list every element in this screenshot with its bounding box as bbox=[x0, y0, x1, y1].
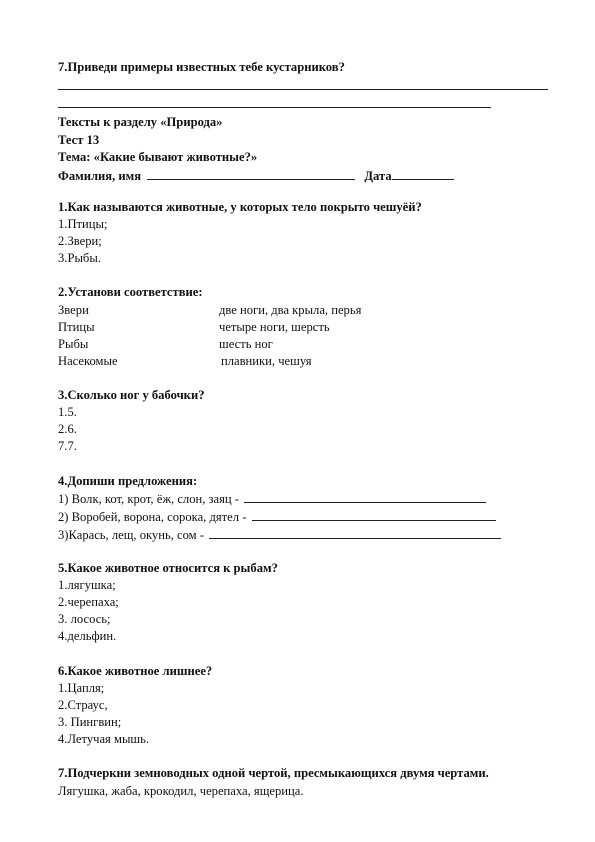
q2-title: 2.Установи соответствие: bbox=[58, 285, 203, 299]
q4-sentence bbox=[58, 527, 501, 542]
q4-answer-field[interactable] bbox=[252, 509, 496, 521]
q6-option: 3. Пингвин; bbox=[58, 715, 122, 729]
q5-option: 3. лосось; bbox=[58, 612, 111, 626]
name-field[interactable] bbox=[147, 168, 355, 180]
q7-bottom-title: 7.Подчеркни земноводных одной чертой, пресмыкающихся двумя чертами. bbox=[58, 766, 489, 780]
q6-option: 1.Цапля; bbox=[58, 681, 105, 695]
q6-option: 4.Летучая мышь. bbox=[58, 732, 150, 746]
q4-title: 4.Допиши предложения: bbox=[58, 474, 198, 488]
q1-title: 1.Как называются животные, у которых тело покрыто чешуёй? bbox=[58, 200, 422, 214]
q5-option: 2.черепаха; bbox=[58, 595, 119, 609]
q4-sentence-text: 1) Волк, кот, крот, ёж, слон, заяц - bbox=[58, 492, 239, 506]
section-title: Тексты к разделу «Природа» bbox=[58, 115, 223, 129]
q3-title: 3.Сколько ног у бабочки? bbox=[58, 388, 205, 402]
q1-option: 1.Птицы; bbox=[58, 217, 108, 231]
q2-right-item: четыре ноги, шерсть bbox=[219, 320, 330, 334]
q4-answer-field[interactable] bbox=[244, 491, 486, 503]
q5-title: 5.Какое животное относится к рыбам? bbox=[58, 561, 278, 575]
q6-title: 6.Какое животное лишнее? bbox=[58, 664, 213, 678]
q3-option: 1.5. bbox=[58, 405, 77, 419]
q4-sentence-text: 2) Воробей, ворона, сорока, дятел - bbox=[58, 510, 247, 524]
q2-left-item: Птицы bbox=[58, 320, 95, 334]
q4-sentence bbox=[58, 491, 486, 506]
date-field[interactable] bbox=[392, 168, 454, 180]
q2-right-item: две ноги, два крыла, перья bbox=[219, 303, 362, 317]
q3-option: 7.7. bbox=[58, 439, 77, 453]
q2-left-item: Насекомые bbox=[58, 354, 118, 368]
q2-left-item: Звери bbox=[58, 303, 89, 317]
q3-option: 2.6. bbox=[58, 422, 77, 436]
q1-option: 2.Звери; bbox=[58, 234, 102, 248]
q2-left-item: Рыбы bbox=[58, 337, 89, 351]
date-label: Дата bbox=[364, 169, 392, 183]
topic-title: Тема: «Какие бывают животные?» bbox=[58, 150, 258, 164]
q2-right-item: шесть ног bbox=[219, 337, 273, 351]
answer-line[interactable] bbox=[58, 107, 491, 108]
q2-right-item: плавники, чешуя bbox=[221, 354, 312, 368]
q1-option: 3.Рыбы. bbox=[58, 251, 101, 265]
answer-line[interactable] bbox=[58, 89, 548, 90]
name-date-row bbox=[58, 168, 454, 183]
q7-top-title: 7.Приведи примеры известных тебе кустарников? bbox=[58, 60, 345, 74]
test-number: Тест 13 bbox=[58, 133, 100, 147]
q5-option: 1.лягушка; bbox=[58, 578, 116, 592]
q5-option: 4.дельфин. bbox=[58, 629, 117, 643]
q7-animal-list: Лягушка, жаба, крокодил, черепаха, ящерица. bbox=[58, 784, 304, 798]
q4-answer-field[interactable] bbox=[209, 527, 501, 539]
q4-sentence bbox=[58, 509, 496, 524]
q6-option: 2.Страус, bbox=[58, 698, 108, 712]
name-label: Фамилия, имя bbox=[58, 169, 142, 183]
q4-sentence-text: 3)Карась, лещ, окунь, сом - bbox=[58, 528, 204, 542]
